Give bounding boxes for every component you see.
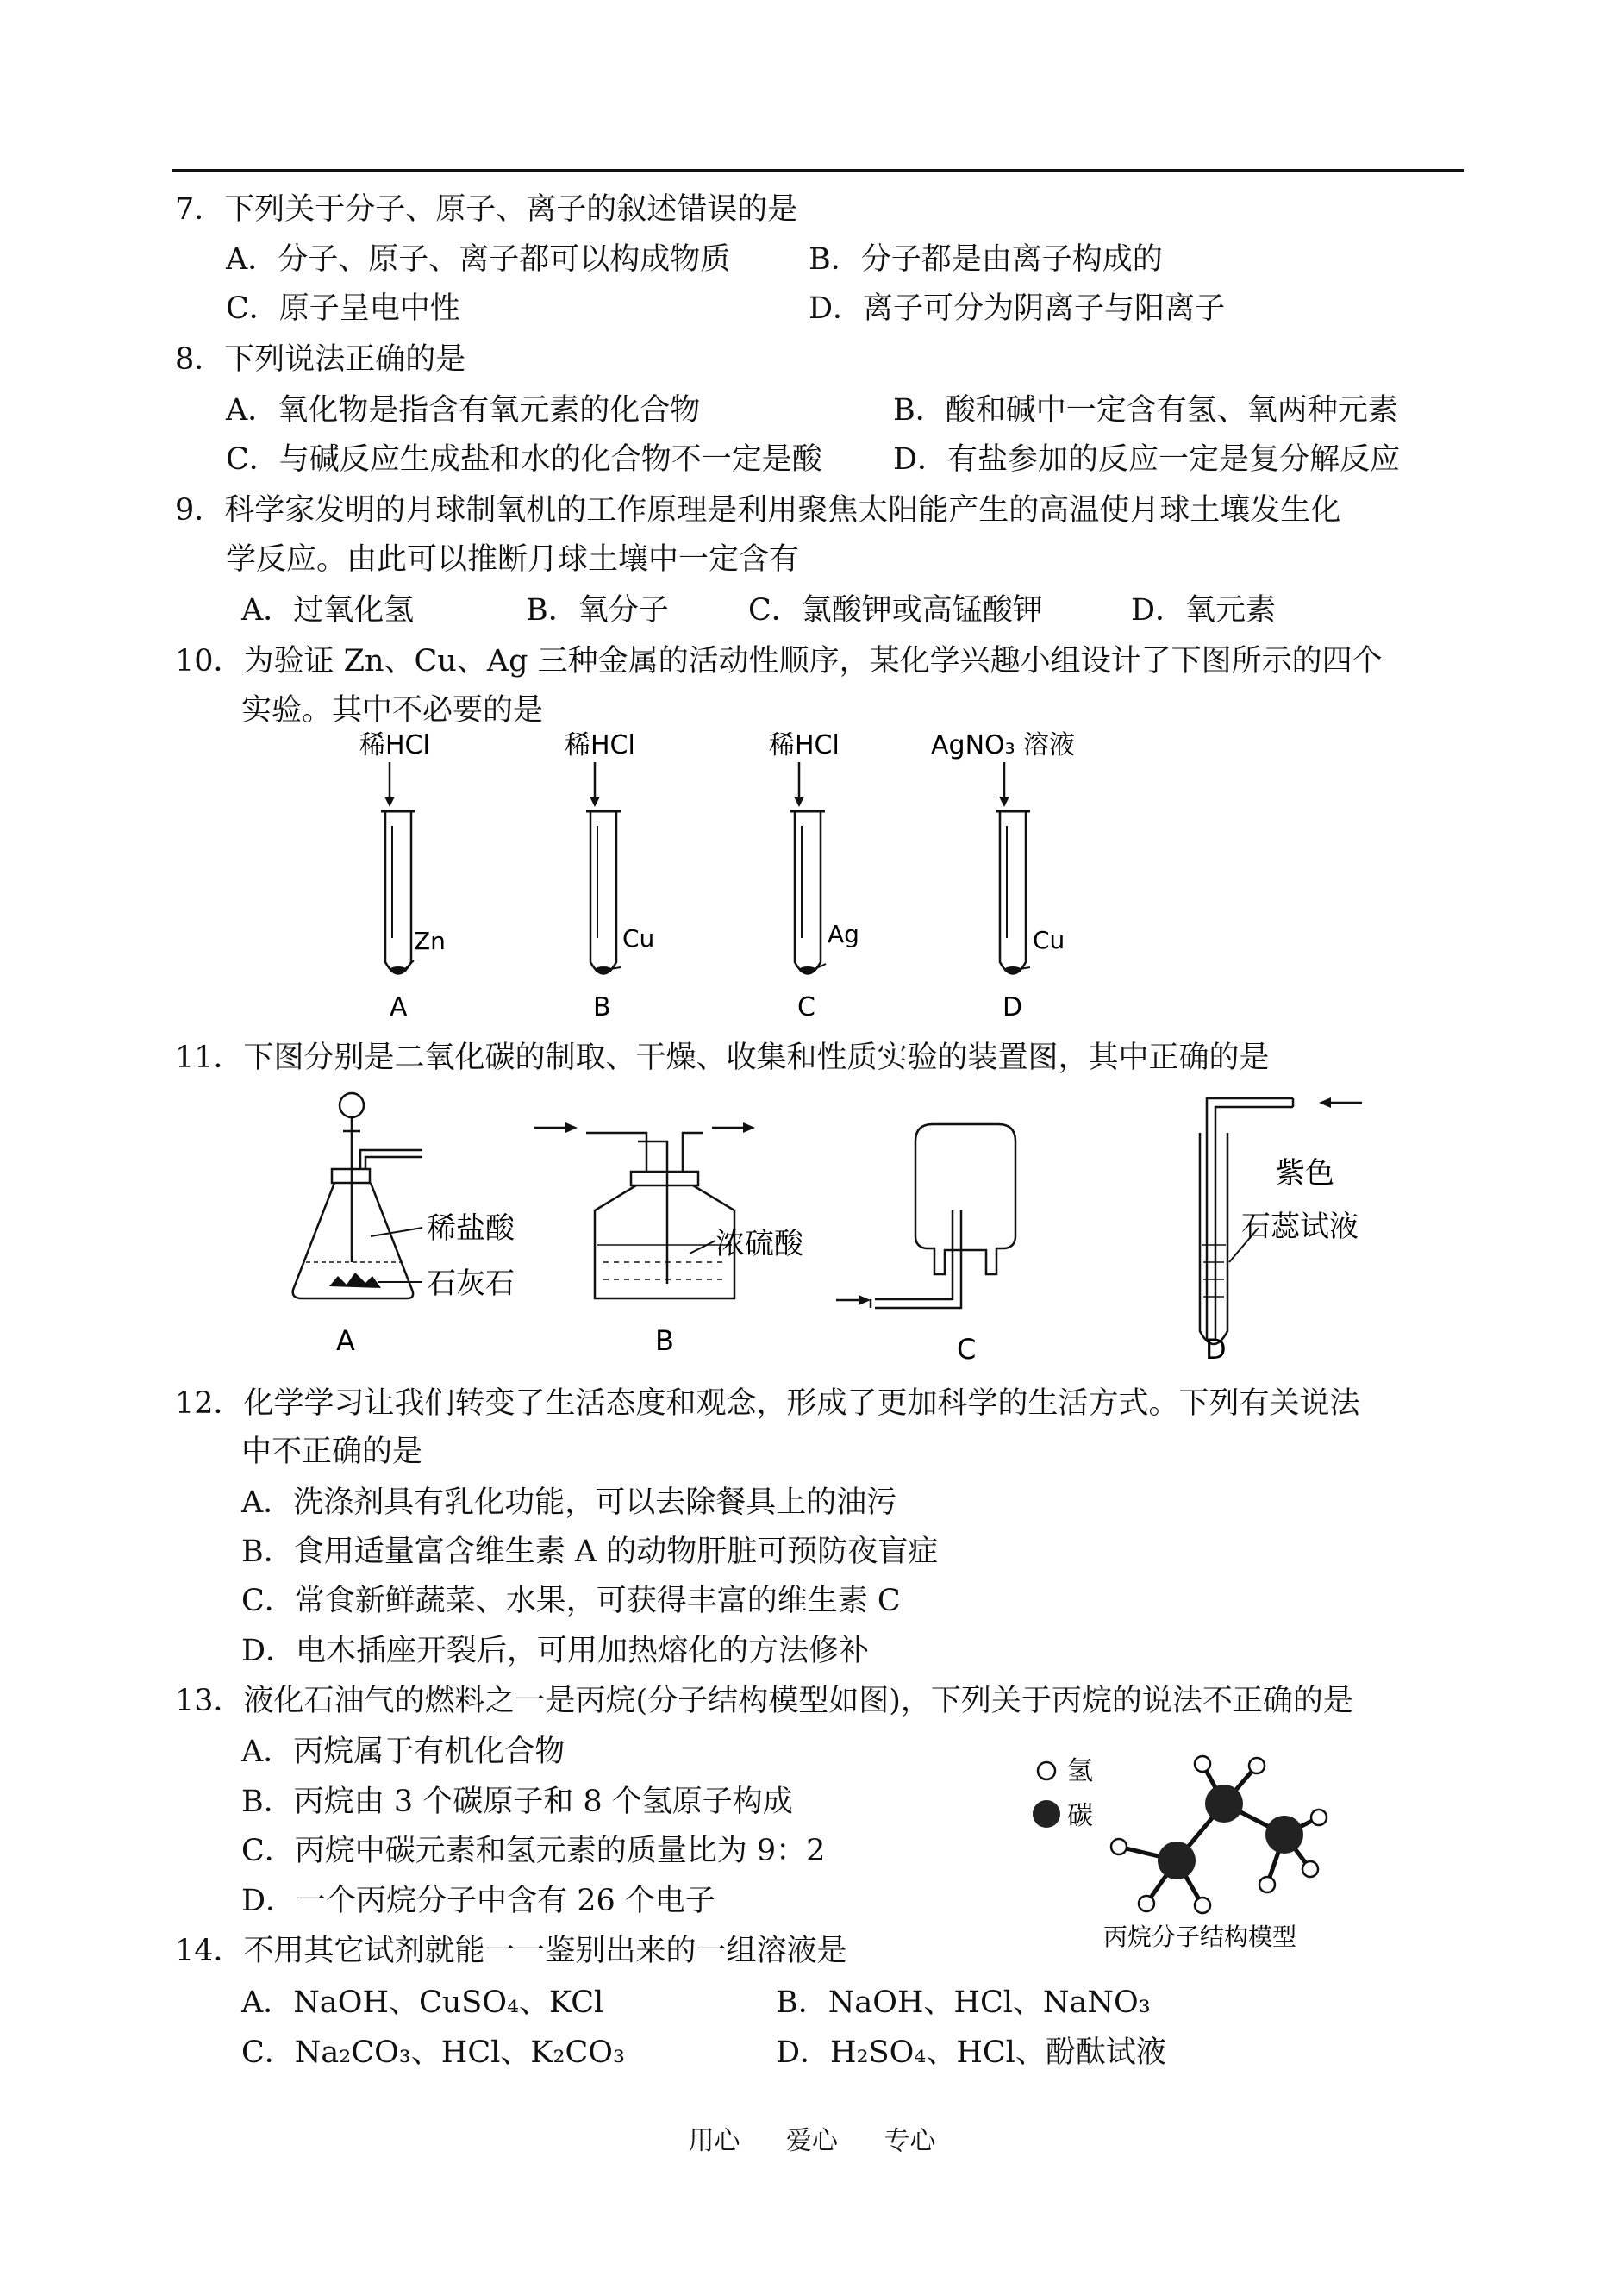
q10-label-a: A [390, 992, 408, 1022]
q12-option-b: B．食用适量富含维生素 A 的动物肝脏可预防夜盲症 [241, 1535, 939, 1569]
q10-metal-b: Cu [622, 924, 655, 953]
q14-option-a: A．NaOH、CuSO₄、KCl [241, 1985, 604, 2020]
q10-tube-c [769, 730, 859, 1022]
q10-metal-d: Cu [1033, 926, 1065, 954]
footer-word-1: 用心 [688, 2126, 740, 2156]
q14-option-c: C．Na₂CO₃、HCl、K₂CO₃ [241, 2035, 625, 2070]
q11-litmus-label-2: 石蕊试液 [1241, 1210, 1359, 1244]
q12-stem-line1: 12．化学学习让我们转变了生活态度和观念，形成了更加科学的生活方式。下列有关说法 [175, 1386, 1360, 1421]
legend-hydrogen-label: 氢 [1067, 1756, 1093, 1786]
q8-option-c: C．与碱反应生成盐和水的化合物不一定是酸 [226, 442, 822, 477]
q13-option-a: A．丙烷属于有机化合物 [241, 1735, 565, 1769]
q11-sulfuric-label: 浓硫酸 [715, 1227, 803, 1261]
q7-stem: 7．下列关于分子、原子、离子的叙述错误的是 [175, 192, 798, 227]
legend-carbon-label: 碳 [1067, 1801, 1093, 1831]
q8-option-a: A．氧化物是指含有氧元素的化合物 [226, 393, 701, 428]
q10-reagent-b: 稀HCl [565, 730, 635, 760]
q7-option-a: A．分子、原子、离子都可以构成物质 [226, 242, 731, 277]
q11-litmus-label-1: 紫色 [1276, 1156, 1334, 1191]
q10-label-b: B [593, 992, 611, 1022]
footer-word-2: 爱心 [786, 2126, 838, 2156]
q11-label-b: B [655, 1324, 674, 1357]
q13-option-c: C．丙烷中碳元素和氢元素的质量比为 9：2 [241, 1834, 826, 1868]
q11-apparatus-d [1200, 1097, 1362, 1366]
q11-apparatus-a [293, 1093, 515, 1357]
q10-tube-a [359, 730, 446, 1022]
q10-reagent-a: 稀HCl [359, 730, 430, 760]
q11-limestone-label: 石灰石 [427, 1266, 515, 1301]
q11-label-d: D [1205, 1333, 1227, 1366]
q7-option-d: D．离子可分为阴离子与阳离子 [809, 291, 1226, 326]
q11-label-c: C [957, 1333, 977, 1366]
footer-word-3: 专心 [884, 2126, 936, 2156]
q9-option-a: A．过氧化氢 [241, 593, 415, 628]
q12-stem-line2: 中不正确的是 [241, 1435, 423, 1469]
q8-stem: 8．下列说法正确的是 [175, 342, 466, 377]
q13-stem: 13．液化石油气的燃料之一是丙烷(分子结构模型如图)，下列关于丙烷的说法不正确的是 [175, 1684, 1353, 1718]
page-footer [0, 2119, 1624, 2157]
q7-option-c: C．原子呈电中性 [226, 291, 460, 326]
q10-stem-line2: 实验。其中不必要的是 [241, 693, 544, 728]
q7-option-b: B．分子都是由离子构成的 [809, 242, 1163, 277]
q10-label-d: D [1003, 992, 1023, 1022]
q14-option-b: B．NaOH、HCl、NaNO₃ [776, 1985, 1151, 2020]
q9-option-c: C．氯酸钾或高锰酸钾 [748, 593, 1043, 628]
q8-option-b: B．酸和碱中一定含有氢、氧两种元素 [893, 393, 1398, 428]
q10-metal-c: Ag [828, 920, 859, 948]
q13-option-b: B．丙烷由 3 个碳原子和 8 个氢原子构成 [241, 1785, 793, 1819]
q12-option-d: D．电木插座开裂后，可用加热熔化的方法修补 [241, 1634, 870, 1668]
q10-tube-b [565, 730, 654, 1022]
q9-stem-line2: 学反应。由此可以推断月球土壤中一定含有 [226, 542, 800, 577]
q10-label-c: C [797, 992, 815, 1022]
q11-acid-label: 稀盐酸 [427, 1211, 515, 1246]
q11-apparatus-c [836, 1124, 1015, 1366]
q13-option-d: D．一个丙烷分子中含有 26 个电子 [241, 1884, 715, 1918]
propane-model-figure [1017, 1740, 1362, 1955]
q12-option-c: C．常食新鲜蔬菜、水果，可获得丰富的维生素 C [241, 1584, 901, 1618]
q14-option-d: D．H₂SO₄、HCl、酚酞试液 [776, 2035, 1166, 2070]
q8-option-d: D．有盐参加的反应一定是复分解反应 [893, 442, 1401, 477]
q9-stem-line1: 9．科学家发明的月球制氧机的工作原理是利用聚焦太阳能产生的高温使月球土壤发生化 [175, 493, 1341, 528]
q10-tube-d [931, 730, 1075, 1022]
q11-label-a: A [336, 1324, 355, 1357]
q11-apparatus-figure [284, 1090, 1465, 1374]
q10-test-tube-figure [328, 722, 1155, 1033]
q11-stem: 11．下图分别是二氧化碳的制取、干燥、收集和性质实验的装置图，其中正确的是 [175, 1041, 1270, 1075]
q11-apparatus-b [534, 1122, 804, 1357]
q14-stem: 14．不用其它试剂就能一一鉴别出来的一组溶液是 [175, 1934, 847, 1968]
propane-model-caption: 丙烷分子结构模型 [1103, 1923, 1297, 1951]
q10-stem-line1: 10．为验证 Zn、Cu、Ag 三种金属的活动性顺序，某化学兴趣小组设计了下图所示的四个 [175, 644, 1383, 678]
q12-option-a: A．洗涤剂具有乳化功能，可以去除餐具上的油污 [241, 1485, 897, 1520]
q9-option-d: D．氧元素 [1131, 593, 1277, 628]
q10-reagent-d: AgNO₃ 溶液 [931, 730, 1076, 760]
q9-option-b: B．氧分子 [526, 593, 669, 628]
q10-metal-a: Zn [414, 927, 446, 955]
header-rule [172, 169, 1464, 172]
q10-reagent-c: 稀HCl [769, 730, 840, 760]
